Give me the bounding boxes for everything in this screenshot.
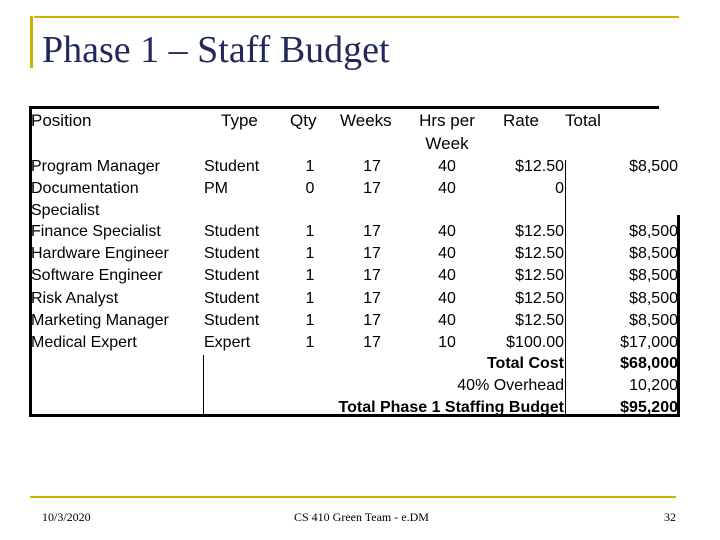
cell-position: Risk Analyst (31, 290, 119, 307)
header-weeks: Weeks (340, 111, 392, 130)
cell-position: Marketing Manager (31, 312, 169, 329)
cell-rate: $12.50 (515, 267, 564, 284)
cell-qty: 1 (305, 334, 315, 351)
cell-rate: $100.00 (506, 334, 564, 351)
frame-bottom-rule (30, 496, 676, 498)
cell-rate: $12.50 (515, 223, 564, 240)
table-divider-rate (565, 160, 566, 415)
cell-rate: $12.50 (515, 312, 564, 329)
cell-hrs: 40 (438, 223, 456, 240)
cell-total: $8,500 (629, 312, 678, 329)
cell-weeks: 17 (363, 334, 381, 351)
cell-type: Student (204, 223, 260, 240)
footer-date: 10/3/2020 (42, 510, 91, 524)
cell-qty: 1 (305, 158, 315, 175)
header-hrs-per: Hrs per (419, 111, 475, 130)
cell-weeks: 17 (363, 267, 381, 284)
cell-rate: $12.50 (515, 290, 564, 307)
cell-total: $8,500 (629, 245, 678, 262)
cell-type: Student (204, 312, 260, 329)
cell-hrs: 40 (438, 180, 456, 197)
cell-hrs: 40 (438, 312, 456, 329)
cell-total: $8,500 (629, 223, 678, 240)
cell-hrs: 40 (438, 245, 456, 262)
overhead-label: 40% Overhead (457, 377, 564, 394)
cell-total: $8,500 (629, 158, 678, 175)
header-rate: Rate (503, 111, 539, 130)
cell-type: Expert (204, 334, 251, 351)
cell-weeks: 17 (363, 290, 381, 307)
cell-weeks: 17 (363, 245, 381, 262)
cell-hrs: 40 (438, 290, 456, 307)
slide-title: Phase 1 – Staff Budget (42, 29, 390, 71)
cell-type: Student (204, 267, 260, 284)
cell-weeks: 17 (363, 312, 381, 329)
cell-position: Medical Expert (31, 334, 137, 351)
budget-value: $95,200 (620, 399, 678, 416)
overhead-value: 10,200 (629, 377, 678, 394)
cell-type: Student (204, 245, 260, 262)
cell-rate: 0 (555, 180, 564, 197)
cell-type: Student (204, 290, 260, 307)
cell-qty: 1 (305, 223, 315, 240)
cell-position: Documentation (31, 180, 139, 197)
header-type: Type (221, 111, 258, 130)
header-week: Week (425, 134, 469, 153)
cell-total: $17,000 (620, 334, 678, 351)
cell-total: $8,500 (629, 290, 678, 307)
frame-top-rule (34, 16, 679, 18)
cell-qty: 1 (305, 267, 315, 284)
cell-rate: $12.50 (515, 158, 564, 175)
cell-qty: 1 (305, 312, 315, 329)
budget-label: Total Phase 1 Staffing Budget (338, 399, 564, 416)
cell-position: Software Engineer (31, 267, 163, 284)
cell-type: PM (204, 180, 228, 197)
cell-rate: $12.50 (515, 245, 564, 262)
cell-position: Finance Specialist (31, 223, 161, 240)
table-divider-type (203, 355, 204, 415)
header-qty: Qty (290, 111, 317, 130)
cell-qty: 0 (305, 180, 315, 197)
cell-qty: 1 (305, 290, 315, 307)
total-cost-value: $68,000 (620, 355, 678, 372)
table-top-border (29, 106, 659, 109)
header-position: Position (31, 111, 92, 130)
cell-type: Student (204, 158, 260, 175)
cell-weeks: 17 (363, 180, 381, 197)
cell-weeks: 17 (363, 223, 381, 240)
footer-title: CS 410 Green Team - e.DM (294, 510, 429, 524)
header-total: Total (565, 111, 601, 130)
cell-weeks: 17 (363, 158, 381, 175)
cell-position-line2: Specialist (31, 202, 100, 219)
cell-position: Program Manager (31, 158, 160, 175)
cell-total: $8,500 (629, 267, 678, 284)
cell-hrs: 40 (438, 158, 456, 175)
cell-hrs: 40 (438, 267, 456, 284)
total-cost-label: Total Cost (486, 355, 564, 372)
frame-left-rule (30, 16, 33, 68)
cell-qty: 1 (305, 245, 315, 262)
page-number: 32 (664, 510, 676, 524)
cell-position: Hardware Engineer (31, 245, 169, 262)
cell-hrs: 10 (438, 334, 456, 351)
